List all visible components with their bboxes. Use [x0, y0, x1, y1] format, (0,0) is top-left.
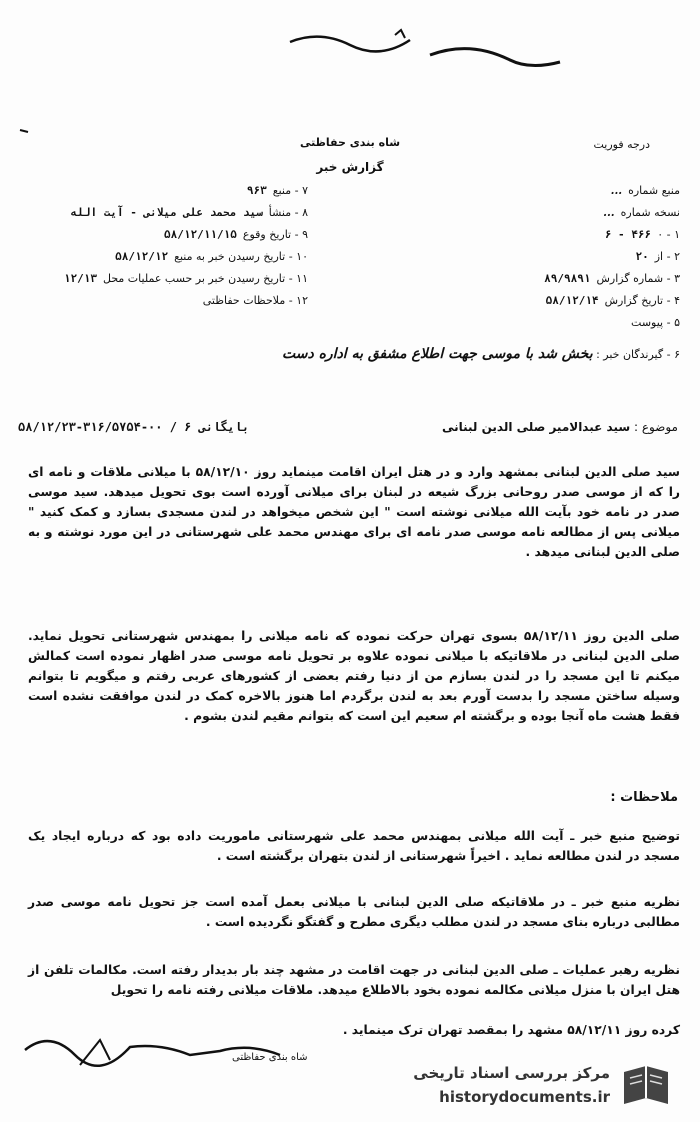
header-row: [18, 202, 308, 224]
header-row: [18, 290, 308, 312]
department-label: شاه بندی حفاظتی: [299, 136, 401, 149]
field-value: ...: [603, 206, 615, 219]
header-fields-left: [18, 180, 308, 312]
header-row: [375, 312, 680, 334]
field-value: [18, 290, 203, 312]
body-paragraph-1: سید صلی الدین لبنانی بمشهد وارد و در هتل ایران اقامت مینماید روز ۵۸/۱۲/۱۰ با میلانی ملاقات و نامه ای را که از موسی صدر روحانی بزرگ شیعه در لبنان برای میلانی آورده است بوی تحویل میدهد. سید موسی صدر در نامه خود بآیت الله میلانی نوشته است " این شخص میخواهد در لندن مسجدی بسازد و کمک کنید " میلانی پس از مطالعه نامه موسی صدر نامه ای برای مهندس محمد علی شهرستانی در این مورد نوشته و به صلی الدین لبنانی میدهد .: [28, 465, 680, 559]
archive-book-icon: [620, 1062, 672, 1110]
field-value: سید محمد علی میلانی - آیت الله: [70, 206, 263, 219]
distribution-handwriting: بخش شد با موسی جهت اطلاع مشفق به اداره دست: [282, 346, 593, 362]
field-label: ۸ - منشأ: [268, 206, 308, 219]
header-row: [18, 268, 308, 290]
watermark-logo: [380, 1058, 680, 1114]
field-value: ...: [610, 184, 623, 197]
handwritten-signature: [20, 1025, 310, 1075]
header-row: [18, 224, 308, 246]
field-label: ۶ - گیرندگان خبر: [603, 348, 680, 361]
field-label: ۱۱ - تاریخ رسیدن خبر بر حسب عملیات محل: [102, 272, 308, 285]
subject-value: سید عبدالامیر صلی الدین لبنانی: [441, 420, 631, 434]
field-label: ۱۲ - ملاحظات حفاظتی: [202, 294, 308, 307]
field-value: ۵۸/۱۲/۱۱/۱۵: [164, 228, 237, 241]
field-label: نسخه شماره: [620, 206, 680, 219]
header-row: [375, 202, 680, 224]
distribution-row: ۶ - گیرندگان خبر : بخش شد با موسی جهت اطلاع مشفق به اداره دست: [282, 346, 680, 362]
subject-row: [18, 420, 678, 442]
note-operations-opinion: نظریه رهبر عملیات ـ صلی الدین لبنانی در جهت اقامت در مشهد چند بار بدیدار رفته است. مکالمات تلفن از هتل ایران با منزل میلانی مکالمه نموده بخود بالاطلاع میدهد. ملاقات میلانی رفته نامه را تحویل: [28, 963, 680, 997]
body-paragraph-2: صلی الدین روز ۵۸/۱۲/۱۱ بسوی تهران حرکت نموده که نامه میلانی را بمهندس شهرستانی تحویل نماید. صلی الدین لبنانی در ملاقاتیکه با میلانی نموده علاوه بر تحویل نامه موسی صدر اظهار نموده است کمالش میکنم تا این مسجد را در لندن بسازم من از دنیا رفتم بعضی از کشورهای عربی رفتم و میگویم تا بتوانم وسیله ساختن مسجد را بدست آورم بعد به لندن برگردم اما هنوز بالاخره کمک در لندن موافقت نشده است فقط هشت ماه آنجا بوده و برگشته ام سعیم این است که بتوانم مقیم لندن بشوم .: [28, 629, 681, 723]
field-label: ۹ - تاریخ وقوع: [242, 228, 308, 241]
header-row: [375, 180, 680, 202]
subject-line: موضوع : سید عبدالامیر صلی الدین لبنانی: [441, 420, 678, 434]
subject-label: موضوع: [641, 420, 678, 434]
field-value: ۹۶۳: [246, 184, 267, 197]
watermark-line1: مرکز بررسی اسناد تاریخی: [413, 1064, 610, 1082]
field-label: ۳ - شماره گزارش: [596, 272, 680, 285]
header-row: [375, 246, 680, 268]
field-value: ۵۸/۱۲/۱۴: [545, 294, 599, 307]
note-continuation: کرده روز ۵۸/۱۲/۱۱ مشهد را بمقصد تهران ترک مینماید .: [342, 1023, 680, 1037]
note-source-opinion: نظریه منبع خبر ـ در ملاقاتیکه صلی الدین لبنانی با میلانی بعمل آمده است جز تحویل نامه موسی صدر مطالبی درباره بنای مسجد در لندن مطلب دیگری مطرح و گفتگو نگردیده است .: [28, 895, 680, 929]
field-label: ۵ - پیوست: [631, 316, 680, 329]
field-label: منبع شماره: [628, 184, 680, 197]
document-title: گزارش خبر: [316, 160, 384, 174]
urgency-label: درجه فوریت: [593, 138, 650, 151]
header-row: [375, 290, 680, 312]
field-label: ۷ - منبع: [272, 184, 308, 197]
field-value: ۱۲/۱۳: [63, 272, 97, 285]
field-label: ۱۰ - تاریخ رسیدن خبر به منبع: [174, 250, 308, 263]
header-row: [18, 246, 308, 268]
header-row: [375, 268, 680, 290]
notes-heading: ملاحظات :: [610, 790, 678, 805]
field-label: ۱ - ۰: [657, 228, 680, 241]
field-value: ۴۶۶ - ۶: [604, 228, 652, 241]
note-source-explanation: توضیح منبع خبر ـ آیت الله میلانی بمهندس محمد علی شهرستانی ماموریت داده بود که درباره ایجاد یک مسجد در لندن مطالعه نماید . اخیراً شهرستانی از لندن بتهران برگشته است .: [28, 829, 680, 863]
field-value: ۸۹/۹۸۹۱: [544, 272, 591, 285]
header-fields-right: [375, 180, 680, 334]
header-row: [18, 180, 308, 202]
handwritten-marks: [0, 0, 700, 140]
reference-number: ۵۸/۱۲/۲۳-۳۱۶/۵۷۵۴-۰۰ / ۶ بایگانی: [18, 420, 250, 434]
field-value: ۵۸/۱۲/۱۲: [115, 250, 169, 263]
field-value: ۲۰: [635, 250, 649, 263]
field-label: ۲ - از: [654, 250, 680, 263]
field-value: [375, 312, 631, 334]
watermark-line2: historydocuments.ir: [439, 1088, 610, 1106]
field-label: ۴ - تاریخ گزارش: [604, 294, 680, 307]
header-row: [375, 224, 680, 246]
footer-department: شاه بندی حفاظتی: [232, 1052, 308, 1063]
